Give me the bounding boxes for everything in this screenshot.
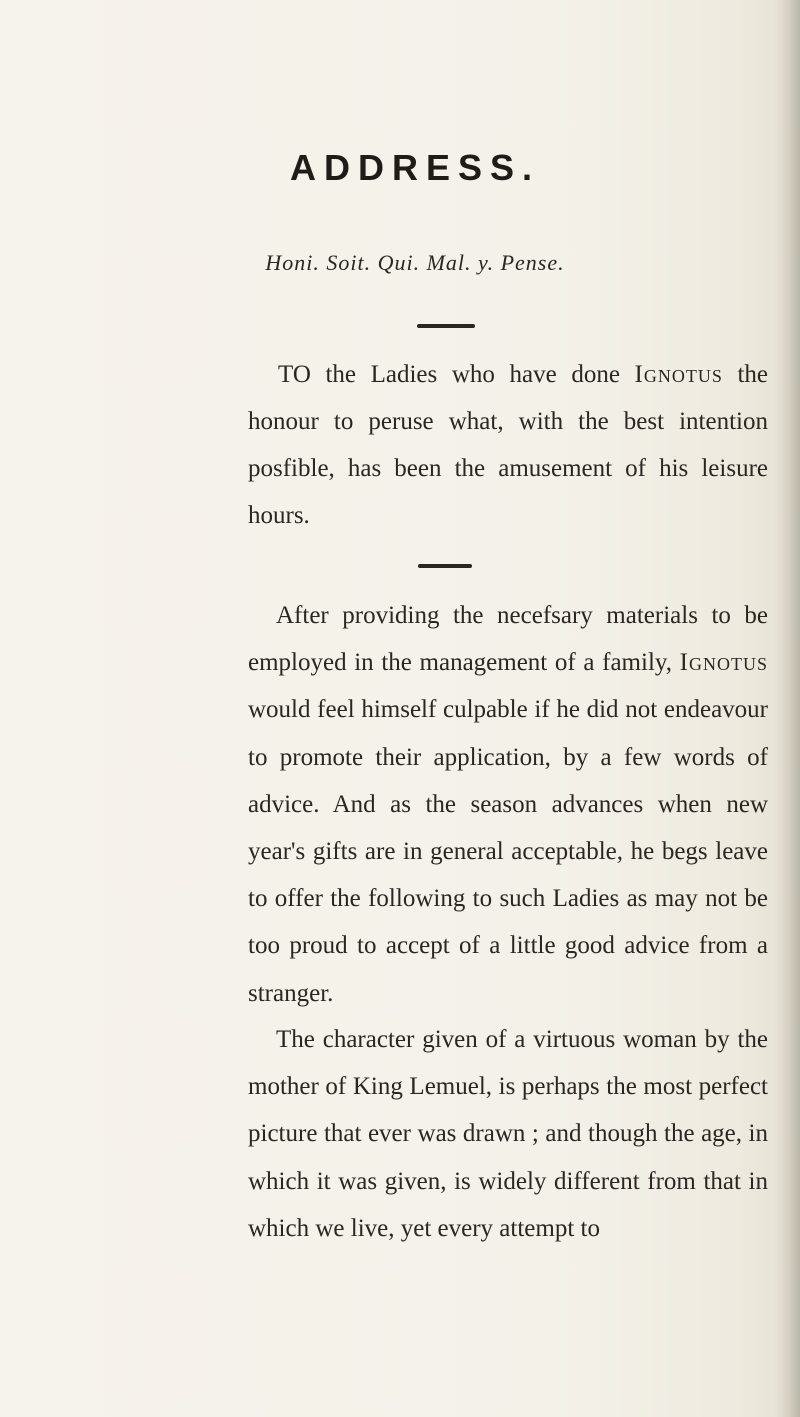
motto: Honi. Soit. Qui. Mal. y. Pense. — [265, 250, 565, 275]
paragraph-lead: TO the Ladies who have done — [278, 361, 620, 388]
paragraph-advice — [248, 592, 768, 1017]
paragraph-dedication — [248, 351, 768, 539]
paragraph-lead: After providing the necefsary materials to be employed in the management of a family, — [248, 602, 768, 677]
paragraph-text: The character given of a virtuous woman by the mother of King Lemuel, is perhaps the most perfect picture that ever was drawn ; and though the age, in which it was given, is widely different from that in which we live, yet every attempt to — [248, 1026, 768, 1242]
paragraph-text: would feel himself culpable if he did not endeavour to promote their application, by a few words of advice. And as the season advances when new year's gifts are in general acceptable, he begs leave to offer the following to such Ladies as may not be too proud to accept of a little good advice from a stranger. — [248, 696, 768, 1007]
page-edge — [776, 0, 800, 1417]
author-name: Ignotus — [634, 361, 723, 388]
paragraph-text: the honour to peruse what, with the best intention posfible, has been the amusement of his leisure hours. — [248, 361, 769, 529]
divider-rule — [417, 324, 475, 328]
page-title: ADDRESS. — [289, 147, 541, 188]
author-name: Ignotus — [679, 649, 768, 677]
divider-rule-2 — [418, 564, 472, 568]
paragraph-character — [248, 1016, 768, 1252]
